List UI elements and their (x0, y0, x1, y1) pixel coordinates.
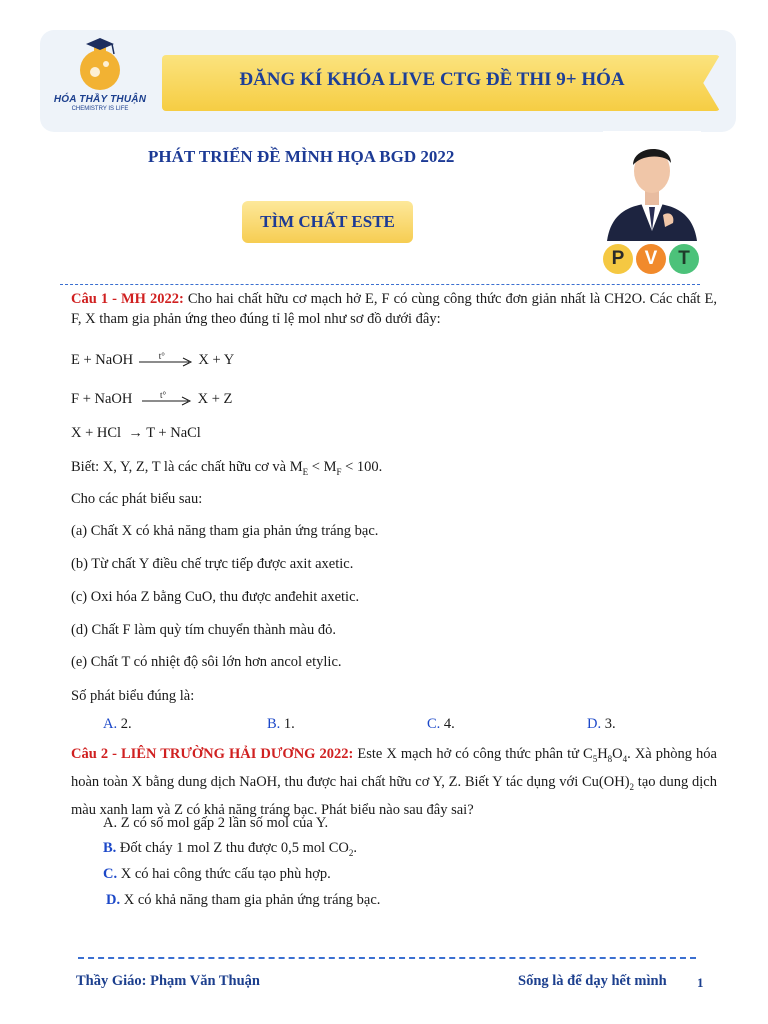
teacher-photo (603, 131, 701, 241)
arrow-icon (136, 389, 194, 407)
topic-label: TÌM CHẤT ESTE (260, 212, 395, 231)
option-text: Đốt cháy 1 mol Z thu được 0,5 mol CO (116, 840, 349, 856)
footer-motto: Sống là để dạy hết mình (518, 973, 667, 989)
note-text: Biết: X, Y, Z, T là các chất hữu cơ và M (71, 459, 303, 475)
pvt-badges (603, 244, 699, 278)
note-mid: < M (308, 459, 337, 475)
q2-label: Câu 2 - LIÊN TRƯỜNG HẢI DƯƠNG 2022: (71, 746, 354, 762)
q1-equation-1 (71, 350, 234, 370)
option-letter: D. (587, 716, 602, 732)
note-sub-e: E (302, 466, 309, 477)
q2-text-b: H (597, 746, 608, 762)
option-letter: B. (267, 716, 281, 732)
q2-sub-d: 2 (629, 781, 635, 792)
option-text: 3. (601, 716, 616, 732)
option-text: Z có số mol gấp 2 lần số mol của Y. (117, 815, 329, 831)
q2-option-b[interactable] (103, 840, 357, 858)
page-subtitle: PHÁT TRIỂN ĐỀ MÌNH HỌA BGD 2022 (148, 147, 455, 166)
brand-tagline: CHEMISTRY IS LIFE (71, 106, 129, 112)
eq3-arrow: → (128, 425, 143, 441)
note-end: < 100. (341, 459, 383, 475)
eq2-right: X + Z (197, 391, 233, 407)
brand-logo (48, 36, 152, 128)
badge-t: T (669, 244, 699, 274)
q1-label: Câu 1 - MH 2022: (71, 291, 184, 307)
arrow-label: t° (159, 389, 167, 400)
q2-sub-b: 8 (607, 753, 613, 764)
q1-option-d[interactable] (587, 716, 616, 733)
eq1-left: E + NaOH (71, 352, 134, 368)
eq2-left: F + NaOH (71, 391, 133, 407)
statement-e: (e) Chất T có nhiệt độ sôi lớn hơn ancol etylic. (71, 654, 342, 670)
q2-text-e: tạo dung dịch màu xanh lam và Z có khả năng tráng bạc. Phát biểu nào sau đây sai? (71, 773, 717, 818)
eq1-right: X + Y (198, 352, 235, 368)
q2-intro (71, 743, 717, 822)
option-letter: C. (427, 716, 441, 732)
q2-option-a[interactable] (103, 815, 328, 832)
q2-text-c: O (612, 746, 623, 762)
statement-c: (c) Oxi hóa Z bằng CuO, thu được anđehit axetic. (71, 589, 360, 605)
option-sub: 2 (348, 847, 354, 858)
arrow-icon (137, 350, 195, 368)
statement-d: (d) Chất F làm quỳ tím chuyển thành màu đỏ. (71, 622, 336, 638)
option-letter: B. (103, 840, 117, 856)
page-number: 1 (697, 975, 704, 990)
q1-note (71, 457, 382, 482)
option-letter: D. (106, 892, 121, 908)
q2-sub-a: 5 (592, 753, 598, 764)
banner-title: ĐĂNG KÍ KHÓA LIVE CTG ĐỀ THI 9+ HÓA (239, 69, 625, 90)
arrow-label: t° (158, 350, 165, 361)
option-text: 1. (280, 716, 295, 732)
divider-footer (78, 957, 696, 959)
statement-a: (a) Chất X có khả năng tham gia phản ứng tráng bạc. (71, 523, 379, 539)
option-text: X có hai công thức cấu tạo phù hợp. (117, 866, 331, 882)
option-letter: A. (103, 716, 118, 732)
q1-option-b[interactable] (267, 716, 295, 733)
flask-icon (48, 36, 152, 96)
option-text: 4. (440, 716, 455, 732)
footer-teacher: Thầy Giáo: Phạm Văn Thuận (76, 973, 260, 989)
q1-option-a[interactable] (103, 716, 132, 733)
badge-p: P (603, 244, 633, 274)
q1-equation-3 (71, 423, 201, 443)
q2-option-c[interactable] (103, 866, 331, 883)
q2-option-d[interactable] (106, 892, 380, 909)
divider-top (60, 284, 700, 285)
option-text: 2. (117, 716, 132, 732)
option-end: . (353, 840, 358, 856)
q1-option-c[interactable] (427, 716, 455, 733)
brand-name: HÓA THẦY THUẬN (53, 94, 147, 105)
option-letter: C. (103, 866, 118, 882)
option-letter: A. (103, 815, 118, 831)
q1-statements-intro: Cho các phát biểu sau: (71, 491, 203, 507)
q2-text-a: Este X mạch hở có công thức phân tử C (353, 746, 593, 762)
statement-b: (b) Từ chất Y điều chế trực tiếp được axit axetic. (71, 556, 354, 572)
q1-ask: Số phát biểu đúng là: (71, 688, 195, 704)
q2-text-d: . Xà phòng hóa hoàn toàn X bằng dung dịch NaOH, thu được hai chất hữu cơ Y, Z. Biết Y tác dụng với Cu(OH) (71, 746, 717, 790)
eq3-right: T + NaCl (146, 425, 201, 441)
q1-equation-2 (71, 389, 232, 409)
note-sub-f: F (336, 466, 342, 477)
q1-text: Cho hai chất hữu cơ mạch hở E, F có cùng công thức đơn giản nhất là CH2O. Các chất E, F, X tham gia phản ứng theo đúng tỉ lệ mol như sơ đồ dưới đây: (71, 291, 717, 327)
badge-v: V (636, 244, 666, 274)
option-text: X có khả năng tham gia phản ứng tráng bạc. (120, 892, 381, 908)
q1-intro (71, 289, 717, 329)
q2-sub-c: 4 (622, 753, 628, 764)
eq3-left: X + HCl (71, 425, 122, 441)
